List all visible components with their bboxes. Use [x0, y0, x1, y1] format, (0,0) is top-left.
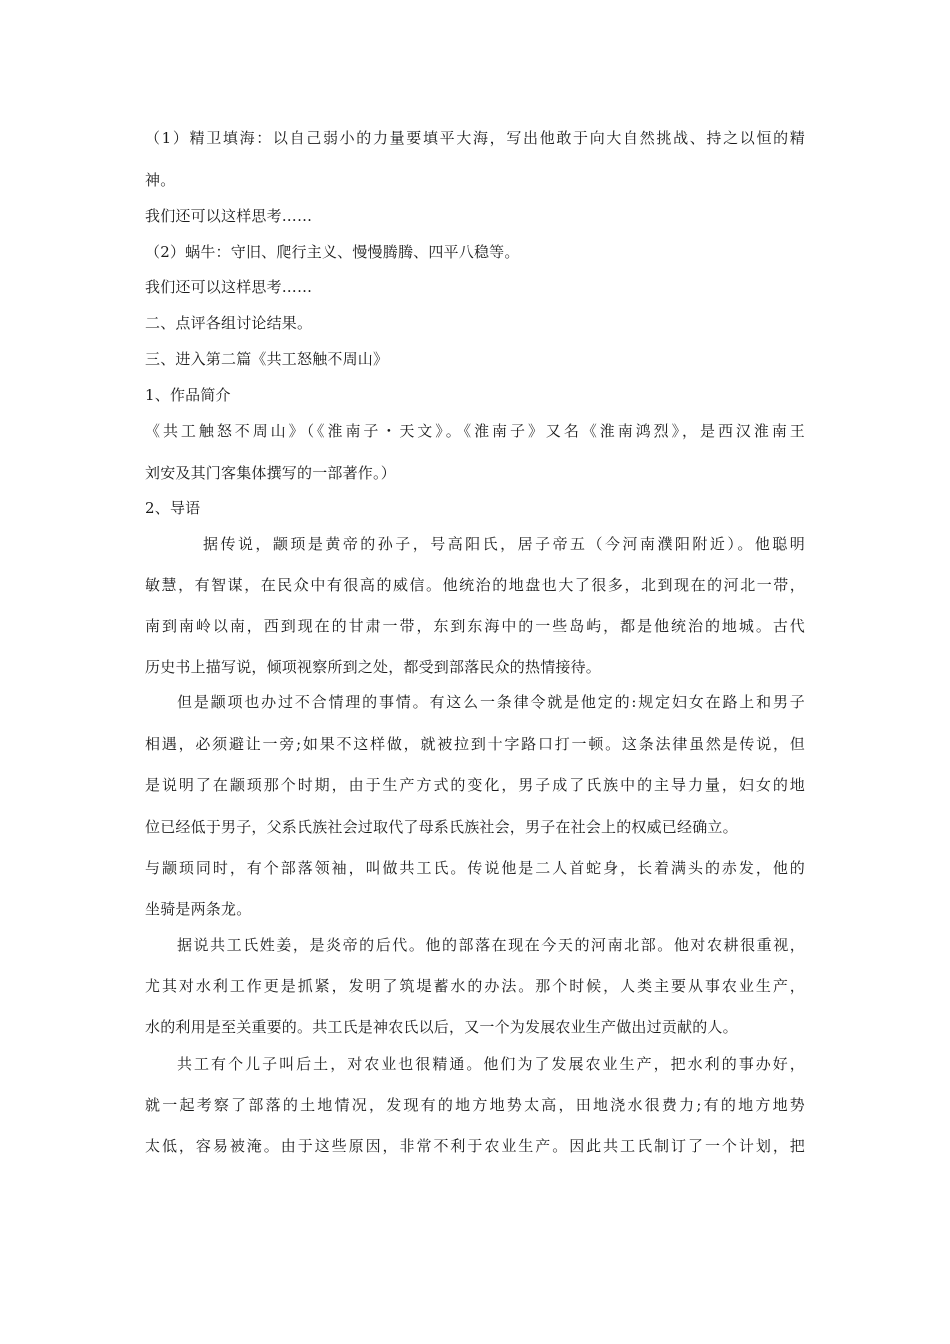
intro-line1: 《共工触怒不周山》（《淮南子・天文》。《淮南子》又名《淮南鸿烈》，是西汉淮南王: [145, 422, 805, 440]
para2-line5: 与颛顼同时，有个部落领袖，叫做共工氏。传说他是二人首蛇身，长着满头的赤发，他的: [145, 859, 805, 877]
para2-line2: 相遇，必须避让一旁;如果不这样做，就被拉到十字路口打一顿。这条法律虽然是传说，但: [145, 735, 805, 753]
subheading-preface: 2、导语: [145, 499, 201, 517]
subheading-intro: 1、作品简介: [145, 386, 231, 404]
para4-line3: 太低，容易被淹。由于这些原因，非常不利于农业生产。因此共工氏制订了一个计划，把: [145, 1137, 805, 1155]
heading-2: 二、点评各组讨论结果。: [145, 314, 313, 332]
para1-line4: 历史书上描写说，倾项视察所到之处，都受到部落民众的热情接待。: [145, 658, 602, 676]
para1-line1: 据传说，颛顼是黄帝的孙子，号高阳氏，居子帝五（今河南濮阳附近）。他聪明: [203, 535, 805, 553]
para3-line1: 据说共工氏姓姜，是炎帝的后代。他的部落在现在今天的河南北部。他对农耕很重视，: [177, 936, 805, 954]
para1-line2: 敏慧，有智谋，在民众中有很高的威信。他统治的地盘也大了很多，北到现在的河北一带，: [145, 576, 805, 594]
para2-line1: 但是颛项也办过不合情理的事情。有这么一条律令就是他定的:规定妇女在路上和男子: [177, 693, 805, 711]
heading-3: 三、进入第二篇《共工怒触不周山》: [145, 350, 389, 368]
think-prompt-2: 我们还可以这样思考……: [145, 278, 313, 296]
para1-line3: 南到南岭以南，西到现在的甘肃一带，东到东海中的一些岛屿，都是他统治的地城。古代: [145, 617, 805, 635]
para3-line2: 尤其对水利工作更是抓紧，发明了筑堤蓄水的办法。那个时候，人类主要从事农业生产，: [145, 977, 805, 995]
para4-line2: 就一起考察了部落的土地情况，发现有的地方地势太高，田地浇水很费力;有的地方地势: [145, 1096, 805, 1114]
think-prompt-1: 我们还可以这样思考……: [145, 207, 313, 225]
item1-line1: （1）精卫填海：以自己弱小的力量要填平大海，写出他敢于向大自然挑战、持之以恒的精: [145, 129, 805, 147]
item2: （2）蜗牛：守旧、爬行主义、慢慢腾腾、四平八稳等。: [145, 243, 520, 261]
intro-line2: 刘安及其门客集体撰写的一部著作。）: [145, 464, 396, 482]
para2-line4: 位已经低于男子，父系氏族社会过取代了母系氏族社会，男子在社会上的权威已经确立。: [145, 818, 738, 836]
para2-line6: 坐骑是两条龙。: [145, 900, 252, 918]
para2-line3: 是说明了在颛顼那个时期，由于生产方式的变化，男子成了氏族中的主导力量，妇女的地: [145, 776, 805, 794]
item1-line2: 神。: [145, 171, 176, 189]
para4-line1: 共工有个儿子叫后土，对农业也很精通。他们为了发展农业生产，把水利的事办好，: [177, 1055, 805, 1073]
para3-line3: 水的利用是至关重要的。共工氏是神农氏以后，又一个为发展农业生产做出过贡献的人。: [145, 1018, 738, 1036]
